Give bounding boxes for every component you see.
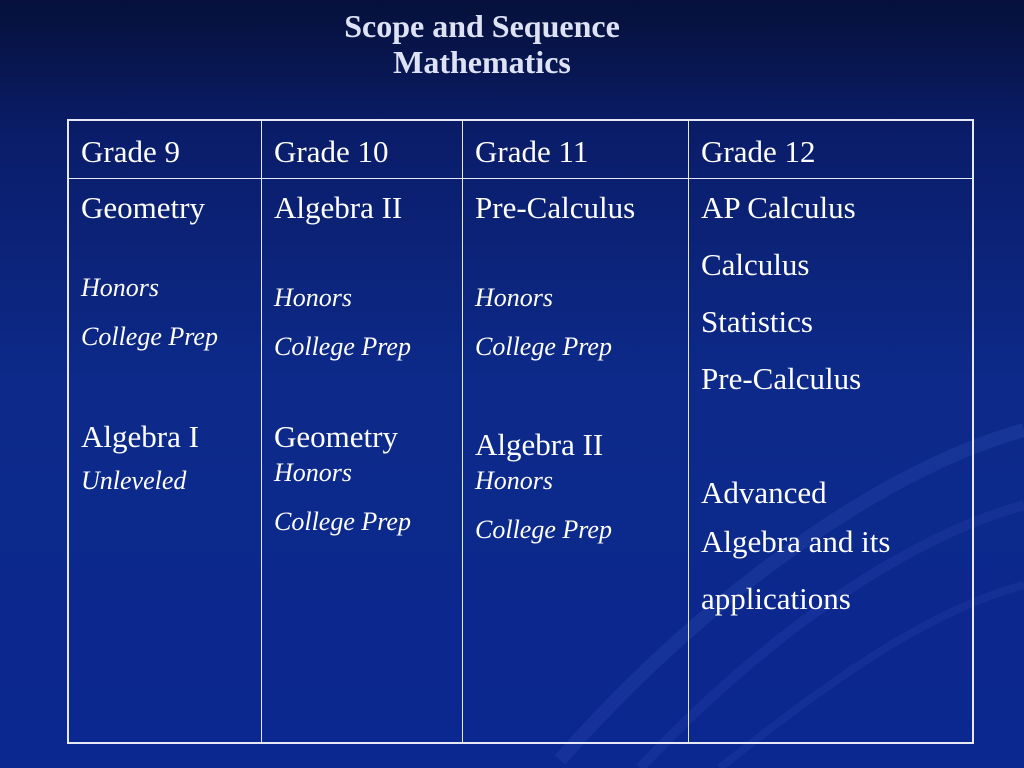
scope-sequence-table	[67, 119, 974, 744]
course-level: Honors	[274, 283, 353, 312]
course-name: Calculus	[701, 247, 810, 282]
header-grade-12: Grade 12	[701, 134, 816, 169]
column-divider	[261, 121, 262, 742]
course-level: Unleveled	[81, 466, 187, 495]
course-name: AP Calculus	[701, 190, 856, 225]
course-level: Honors	[475, 283, 554, 312]
course-name: Algebra II	[274, 190, 403, 225]
course-level: College Prep	[274, 507, 411, 536]
title-line-2: Mathematics	[393, 44, 571, 80]
grade-10-cell	[274, 191, 411, 537]
course-level: College Prep	[274, 332, 411, 361]
course-name: Advanced	[701, 475, 827, 510]
grade-11-cell	[475, 191, 635, 545]
course-level: Honors	[81, 273, 160, 302]
title-line-1: Scope and Sequence	[344, 8, 620, 44]
course-level: College Prep	[475, 332, 612, 361]
column-divider	[462, 121, 463, 742]
header-divider	[69, 178, 972, 179]
course-name: Algebra I	[81, 419, 199, 454]
course-name: Pre-Calculus	[475, 190, 636, 225]
header-grade-10: Grade 10	[274, 134, 389, 169]
column-divider	[688, 121, 689, 742]
course-name: Algebra and its	[701, 524, 891, 559]
course-name: Statistics	[701, 304, 813, 339]
header-grade-11: Grade 11	[475, 134, 589, 169]
header-grade-9: Grade 9	[81, 134, 180, 169]
grade-9-cell	[81, 191, 218, 496]
course-name: Geometry	[274, 419, 398, 454]
grade-12-cell	[701, 191, 890, 616]
course-name: Pre-Calculus	[701, 361, 862, 396]
course-level: College Prep	[475, 515, 612, 544]
course-level: Honors	[274, 458, 353, 487]
slide-title	[0, 8, 964, 80]
course-level: College Prep	[81, 322, 218, 351]
course-name: Geometry	[81, 190, 205, 225]
course-level: Honors	[475, 466, 554, 495]
course-name: Algebra II	[475, 427, 604, 462]
course-name: applications	[701, 581, 851, 616]
